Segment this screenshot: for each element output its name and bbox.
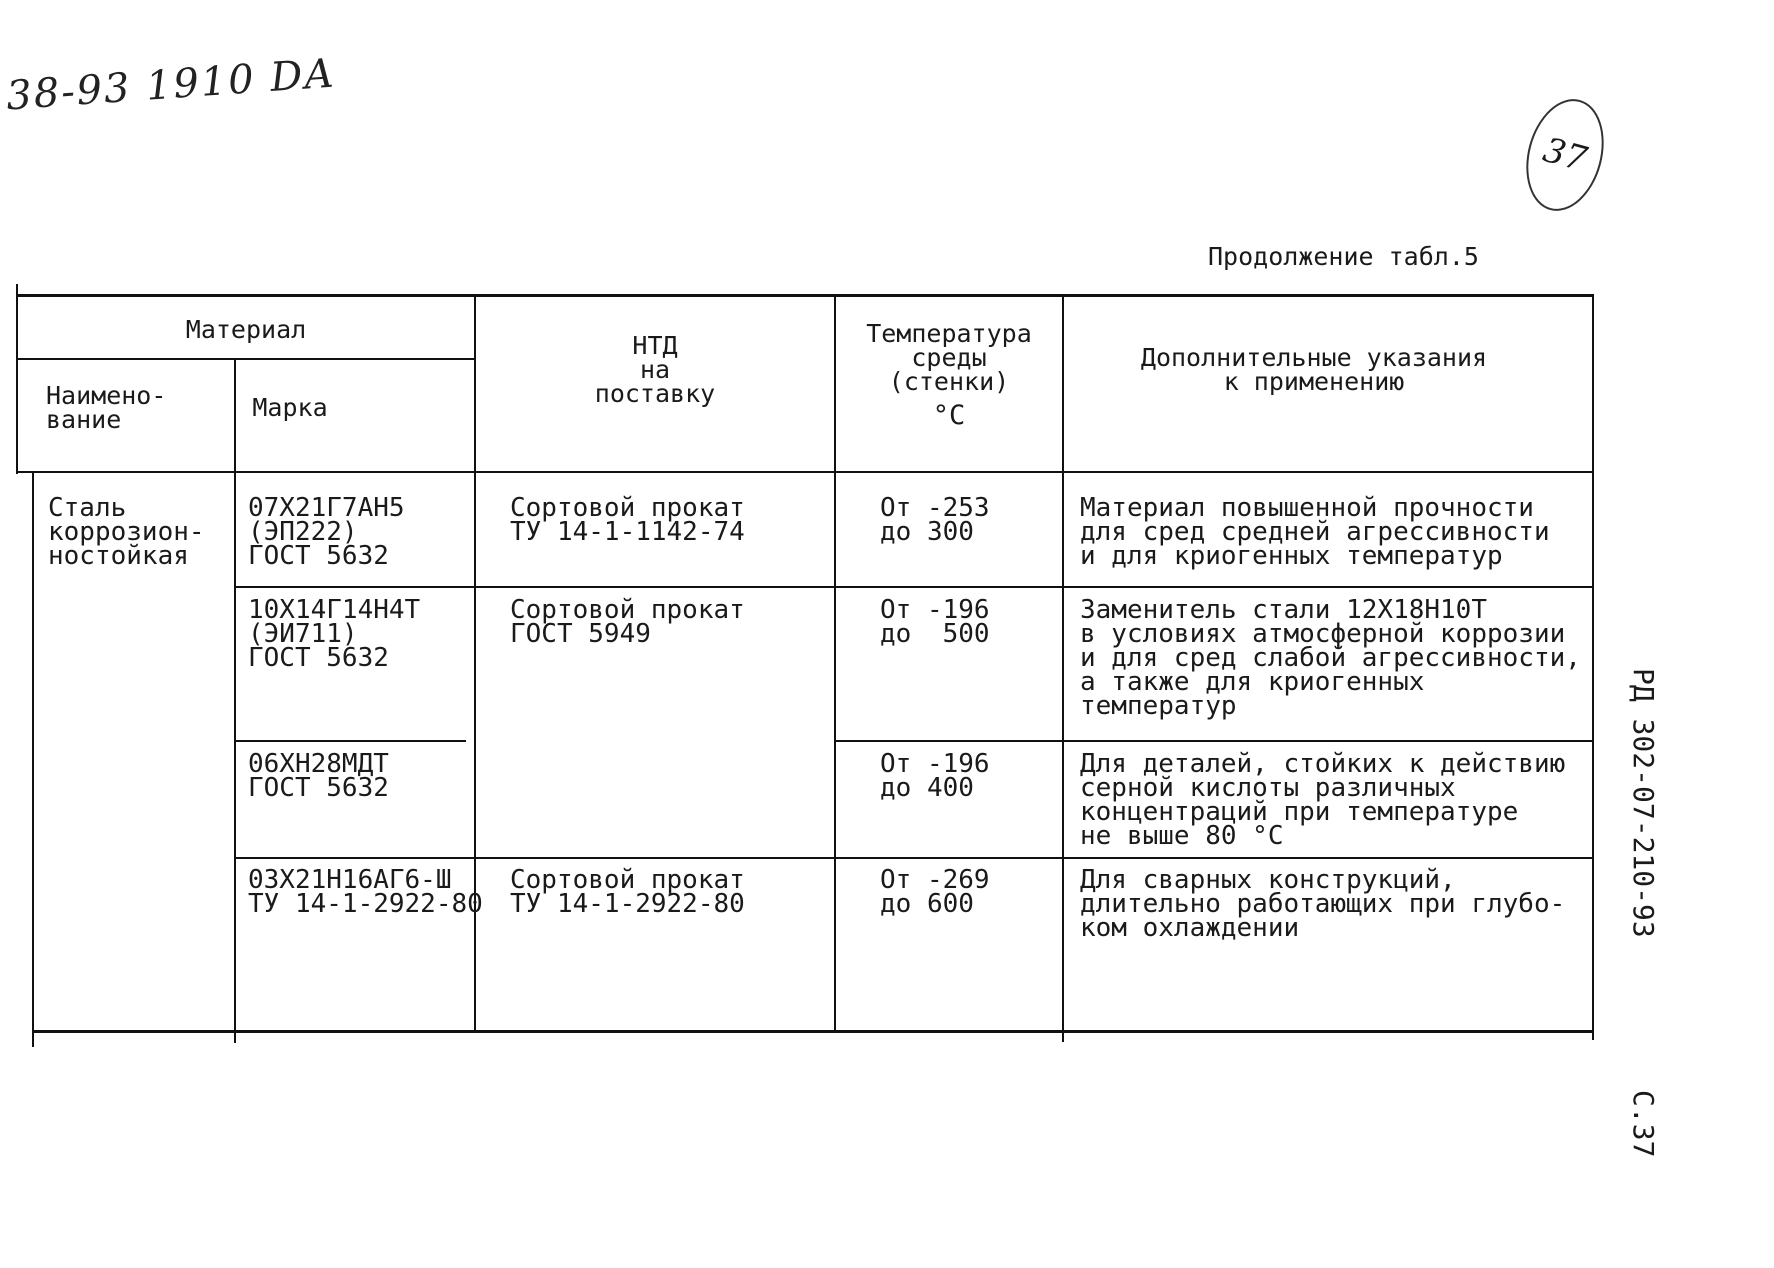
col-name-grade-divider	[234, 358, 236, 1043]
row-3-grade: 06ХН28МДТ ГОСТ 5632	[248, 749, 389, 803]
row-1-ntd: Сортовой прокат ТУ 14-1-1142-74	[510, 493, 745, 547]
header-temperature-unit: °C	[932, 400, 966, 431]
header-name: Наимено- вание	[46, 381, 167, 434]
circle-mark-text: 37	[1538, 130, 1592, 180]
row-4-ntd: Сортовой прокат ТУ 14-1-2922-80	[510, 865, 745, 919]
document-code: РД 302-07-210-93	[1627, 668, 1660, 938]
table-bottom-border	[32, 1030, 1594, 1033]
header-grade: Марка	[252, 393, 328, 422]
handwritten-note: 38-93 1910 DA	[4, 50, 337, 120]
row-2-temperature: От -196 до 500	[880, 595, 990, 649]
header-bottom-line	[16, 471, 1594, 473]
row-2-right-bottom-line	[834, 740, 1594, 742]
row-2-ntd: Сортовой прокат ГОСТ 5949	[510, 595, 745, 649]
row-3-bottom-line	[234, 857, 1594, 859]
row-2-grade: 10Х14Г14Н4Т (ЭИ711) ГОСТ 5632	[248, 595, 421, 673]
row-1-grade: 07Х21Г7АН5 (ЭП222) ГОСТ 5632	[248, 493, 405, 571]
row-1-name: Сталь коррозион- ностойкая	[48, 493, 205, 571]
material-subheader-line	[16, 358, 474, 360]
table-caption: Продолжение табл.5	[1208, 242, 1479, 271]
row-2-grade-bottom-line	[234, 740, 466, 742]
row-2-note: Заменитель стали 12Х18Н10Т в условиях атмосферной коррозии и для сред слабой агрессивности, а также для криогенных температур	[1080, 595, 1581, 721]
row-1-bottom-line	[234, 586, 1594, 588]
col-temp-notes-divider	[1062, 294, 1064, 1042]
row-1-temperature: От -253 до 300	[880, 493, 990, 547]
row-3-note: Для деталей, стойких к действию серной кислоты различных концентраций при температуре не выше 80 °С	[1080, 749, 1566, 851]
row-4-temperature: От -269 до 600	[880, 865, 990, 919]
table-right-border	[1592, 294, 1594, 1040]
row-4-grade: 03Х21Н16АГ6-Ш ТУ 14-1-2922-80	[248, 865, 483, 919]
row-1-note: Материал повышенной прочности для сред средней агрессивности и для криогенных температур	[1080, 493, 1550, 571]
header-notes: Дополнительные указания к применению	[1140, 343, 1488, 396]
page-number: С.37	[1627, 1090, 1660, 1158]
header-ntd: НТД на поставку	[594, 331, 716, 408]
circle-mark	[1515, 90, 1616, 219]
header-material: Материал	[185, 315, 307, 344]
row-4-note: Для сварных конструкций, длительно работающих при глубо- ком охлаждении	[1080, 865, 1566, 943]
left-border-lower	[32, 471, 34, 1047]
header-temperature: Температура среды (стенки)	[866, 319, 1032, 396]
table-top-border	[16, 294, 1594, 297]
row-3-temperature: От -196 до 400	[880, 749, 990, 803]
left-border-upper	[16, 284, 18, 474]
